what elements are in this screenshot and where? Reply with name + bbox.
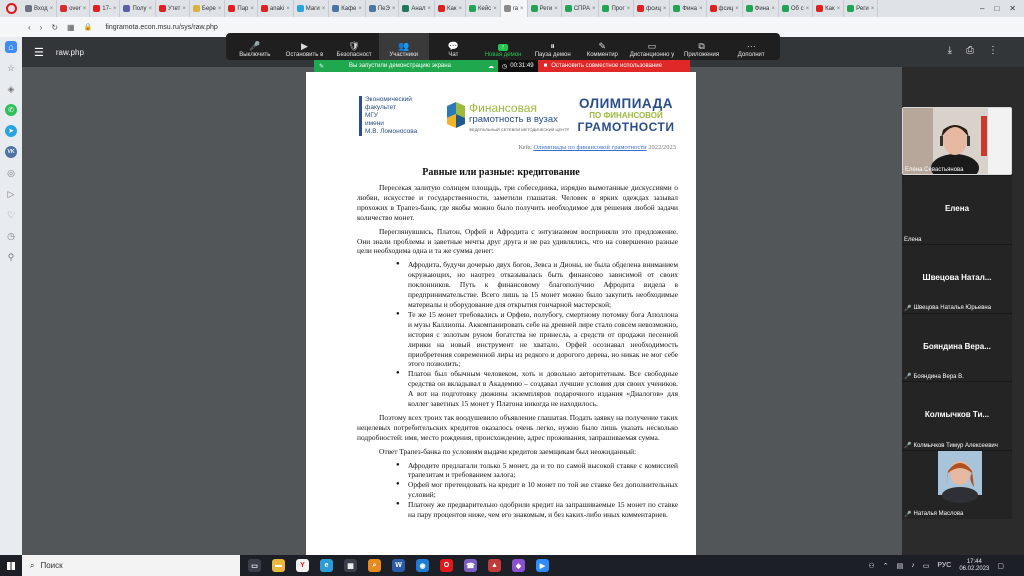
tab-label: 17-: [102, 5, 111, 12]
mute-button[interactable]: [230, 33, 280, 60]
browser-tab[interactable]: [670, 0, 706, 17]
participant-display-name: Елена: [944, 203, 970, 213]
fin-logo-mark-icon: [447, 100, 465, 130]
tab-close-icon[interactable]: ×: [870, 5, 875, 12]
mic-muted-icon: 🎤: [904, 511, 912, 518]
participant-label: [904, 305, 991, 312]
tab-favicon-icon: [504, 5, 511, 12]
start-button[interactable]: [0, 555, 22, 576]
tab-favicon-icon: [602, 5, 609, 12]
bookmarks-icon[interactable]: ☆: [6, 62, 16, 73]
tab-close-icon[interactable]: ×: [358, 5, 362, 12]
tab-close-icon[interactable]: ×: [286, 5, 290, 12]
tab-close-icon[interactable]: ×: [112, 5, 117, 12]
opera-app-icon: O: [443, 562, 450, 569]
tray-overflow-icon[interactable]: ⌃: [882, 562, 889, 570]
tab-close-icon[interactable]: ×: [591, 5, 596, 12]
stop-share-label: Остановить совместное использование: [551, 63, 662, 69]
tab-close-icon[interactable]: ×: [250, 5, 254, 12]
send-icon[interactable]: ▷: [7, 188, 15, 199]
tab-label: Прог: [611, 5, 625, 12]
toolbar-label: Приложения: [684, 52, 720, 58]
chat-icon: 💬: [447, 41, 459, 51]
econ-faculty-logo: [359, 96, 433, 136]
document-page: [306, 72, 696, 555]
fin-logo-subtitle: грамотность в вузах: [469, 114, 558, 125]
more-vert-icon[interactable]: ⋮: [988, 45, 998, 56]
tab-label: Как: [447, 5, 457, 12]
share-signal-icon: ☁: [488, 63, 494, 70]
participant-name: Наталья Маслова: [913, 511, 964, 518]
stop-video-button[interactable]: [280, 33, 330, 60]
participant-name: Бояндина Вера В.: [913, 373, 964, 380]
edge-app-icon: e: [324, 562, 329, 569]
olympiad-logo: [575, 96, 677, 138]
language-indicator[interactable]: РУС: [937, 562, 952, 569]
toolbar-label: Безопасност: [336, 52, 372, 58]
search-icon: ⌕: [30, 560, 35, 570]
apps-icon: ⧉: [698, 41, 705, 51]
extensions-icon[interactable]: ◈: [7, 83, 15, 94]
participant-name: Елена Севастьянова: [905, 166, 964, 173]
browser-tab-strip: [0, 0, 1024, 17]
tab-label: Фина: [754, 5, 770, 12]
mic-muted-icon: 🎤: [904, 443, 912, 450]
browser-tab[interactable]: [57, 0, 90, 17]
tab-favicon-icon: [228, 5, 235, 12]
fin-logo-caption: ФЕДЕРАЛЬНЫЙ СЕТЕВОЙ МЕТОДИЧЕСКИЙ ЦЕНТР: [469, 127, 570, 132]
zoom-app-icon: ▶: [539, 562, 546, 570]
logo-row: [359, 96, 677, 138]
tab-label: фсиц: [718, 5, 734, 12]
share-timer: [498, 60, 538, 72]
clock-date: 06.02.2023: [959, 565, 990, 572]
tab-label: Об с: [790, 5, 804, 12]
browser-tab[interactable]: [90, 0, 120, 17]
tab-favicon-icon: [261, 5, 268, 12]
network-icon[interactable]: ▤: [896, 562, 904, 570]
tab-label: ПеЭ: [377, 5, 390, 12]
case-prefix: Кейс: [518, 144, 534, 151]
tab-close-icon[interactable]: ×: [148, 5, 153, 12]
yandex-app[interactable]: [296, 559, 309, 572]
tab-label: Как: [825, 5, 835, 12]
browser-tab[interactable]: [366, 0, 399, 17]
media-app[interactable]: [488, 559, 501, 572]
tab-close-icon[interactable]: ×: [217, 5, 222, 12]
new-share-icon: [498, 40, 508, 52]
viber-app[interactable]: [464, 559, 477, 572]
tab-favicon-icon: [816, 5, 823, 12]
player-icon[interactable]: ◎: [7, 167, 15, 178]
participant-video: [902, 451, 1012, 519]
paragraph-1: Пересекая залитую солнцем площадь, три собеседника, изрядно вымотанные дискуссиями о любви, искусстве и государственности, заметили глашатая. Человек в ярких одеждах зазывал прохожих в Трапез-банк, где якобы можно было получить необходимое для решения любой задачи количество монет.: [357, 183, 678, 222]
media-app-icon: ▲: [491, 562, 498, 569]
stop-share-button[interactable]: [538, 60, 690, 72]
tab-favicon-icon: [469, 5, 476, 12]
tab-label: Бере: [201, 5, 216, 12]
edge-app[interactable]: [320, 559, 333, 572]
share-arrow-icon: ↑: [498, 44, 508, 51]
chat-button[interactable]: [429, 33, 479, 60]
taskbar-apps: [248, 559, 549, 572]
participant-tile[interactable]: [902, 245, 1012, 313]
tab-label: Вход: [34, 5, 48, 12]
browser-tabs: [22, 0, 972, 17]
pin-icon[interactable]: ✎: [319, 63, 325, 70]
more-button[interactable]: [726, 33, 776, 60]
remote-control-icon: ▭: [647, 41, 657, 51]
people-icon[interactable]: ⚇: [868, 562, 875, 570]
participants-button[interactable]: [379, 33, 429, 60]
toolbar-label: Чат: [448, 52, 459, 58]
zoom-app[interactable]: [536, 559, 549, 572]
favorites-heart-icon[interactable]: ♡: [6, 209, 16, 220]
olympiad-logo-line1: ОЛИМПИАДА: [578, 96, 674, 111]
tab-close-icon[interactable]: ×: [699, 5, 703, 12]
participant-video: [903, 108, 1012, 175]
tab-label: СПРА: [573, 5, 590, 12]
back-icon[interactable]: ‹: [28, 22, 31, 32]
pause-share-icon: ⏸: [550, 41, 555, 51]
econ-logo-line: Экономический: [365, 96, 412, 103]
screen-share-bar: [314, 60, 690, 72]
tab-label: Реги: [856, 5, 869, 12]
toolbar-label: Выключить: [239, 52, 271, 58]
stop-square-icon: ■: [543, 63, 548, 69]
tab-favicon-icon: [402, 5, 409, 12]
share-notice: [314, 60, 498, 72]
participant-tile[interactable]: [902, 107, 1012, 175]
toolbar-label: Комментир: [586, 52, 618, 58]
mic-muted-icon: 🎤: [904, 374, 912, 381]
task-view-app-icon: ▭: [251, 562, 258, 570]
tab-favicon-icon: [60, 5, 67, 12]
list-item: ● Те же 15 монет требовались и Орфею, полубогу, смертному потомку бога Аполлона и музы Каллиопы. Аккомпанировать себе на древней лире стало совсем невозможно, история с золотым руном богатства не принесла, а средств от продажи песенной лирики на новый инструмент не хватало. Орфей осознавал необходимость приобретения современной лиры из редкого и дорогого дерева, но никак не мог себе этого позволить;: [357, 310, 678, 369]
yandex-app-icon: Y: [300, 562, 305, 569]
url-field[interactable]: fingramota.econ.msu.ru/sys/raw.php: [105, 23, 218, 31]
participant-name: Колмычков Тимур Алексеевич: [913, 442, 998, 449]
participant-name: Елена: [904, 236, 922, 243]
explorer-app[interactable]: [272, 559, 285, 572]
browser-tab[interactable]: [813, 0, 844, 17]
econ-logo-line: имени: [365, 120, 384, 127]
tab-label: Утет: [168, 5, 181, 12]
tab-favicon-icon: [369, 5, 376, 12]
telegram-icon[interactable]: ➤: [5, 125, 17, 137]
clock-time: 17:44: [966, 558, 982, 565]
tab-close-icon[interactable]: ×: [735, 5, 739, 12]
tab-favicon-icon: [637, 5, 644, 12]
store-app[interactable]: [344, 559, 357, 572]
security-button[interactable]: [329, 33, 379, 60]
econ-logo-line: МГУ: [365, 112, 379, 119]
opera-app[interactable]: [440, 559, 453, 572]
tab-close-icon[interactable]: ×: [82, 5, 87, 12]
bullet-list-1: [357, 260, 678, 409]
grid-icon[interactable]: ▦: [67, 22, 75, 32]
participant-display-name: Колмычков Ти...: [924, 410, 990, 420]
battery-icon[interactable]: ▭: [922, 562, 930, 570]
paragraph-4: Ответ Трапез-банка по условиям выдачи кредитов заемщикам был неожиданный:: [379, 446, 637, 456]
list-item: ● Орфей мог претендовать на кредит в 10 монет по той же ставке без дополнительных условий;: [357, 480, 678, 500]
tab-label: фсиц: [646, 5, 661, 12]
new-share-button[interactable]: [478, 33, 528, 60]
taskbar-search[interactable]: [22, 555, 240, 576]
forward-icon[interactable]: ›: [39, 22, 43, 32]
olympiad-logo-line3: ГРАМОТНОСТИ: [577, 120, 675, 134]
clock[interactable]: [959, 559, 989, 573]
tab-close-icon[interactable]: ×: [458, 5, 462, 12]
tab-close-icon[interactable]: ×: [49, 5, 54, 12]
tab-favicon-icon: [332, 5, 339, 12]
browser-tab[interactable]: [844, 0, 878, 17]
tab-favicon-icon: [565, 5, 572, 12]
browser-tab[interactable]: [528, 0, 562, 17]
tab-favicon-icon: [159, 5, 166, 12]
word-app[interactable]: [392, 559, 405, 572]
store-app-icon: ▦: [347, 562, 354, 570]
more-icon: ···: [746, 41, 756, 51]
participant-label: [905, 167, 964, 173]
participant-display-name: Бояндина Вера...: [923, 341, 991, 351]
tab-favicon-icon: [710, 5, 717, 12]
share-timer-value: 00:31:49: [510, 63, 534, 69]
notifications-icon[interactable]: ▢: [997, 562, 1004, 570]
tab-label: over: [69, 5, 81, 12]
tab-close-icon[interactable]: ×: [427, 5, 432, 12]
document-body: [357, 183, 678, 524]
olympiad-logo-line2: ПО ФИНАНСОВОЙ: [589, 111, 663, 120]
browser-tab[interactable]: [329, 0, 366, 17]
vk-icon[interactable]: VK: [5, 146, 17, 158]
list-item: ● Афродите предлагали только 5 монет, да и то по самой высокой ставке с комиссией трапезитам и требованием залога;: [357, 461, 678, 481]
document-title: Равные или разные: кредитование: [422, 167, 580, 178]
tab-label: Полу: [132, 5, 147, 12]
bullet-list-2: [357, 461, 678, 520]
zoom-meeting-toolbar: [226, 33, 780, 60]
browser-tab[interactable]: [156, 0, 190, 17]
maximize-button[interactable]: □: [994, 4, 1000, 13]
tips-bulb-icon[interactable]: ⚲: [7, 251, 15, 262]
opera-logo-icon: [6, 3, 17, 14]
browser-tab[interactable]: [743, 0, 779, 17]
viber-app-icon: ☎: [466, 562, 475, 570]
download-icon[interactable]: ⤓: [947, 45, 952, 56]
volume-icon[interactable]: ♪: [911, 562, 915, 569]
security-icon: 🛡: [348, 41, 360, 51]
speed-dial-icon[interactable]: ⌂: [5, 41, 17, 53]
browser-tab[interactable]: [501, 0, 528, 17]
browser-tab[interactable]: [258, 0, 294, 17]
tab-close-icon[interactable]: ×: [321, 5, 326, 12]
browser-tab[interactable]: [294, 0, 329, 17]
annotate-button[interactable]: [577, 33, 627, 60]
clock-icon: ◷: [502, 63, 508, 70]
tab-label: Реги: [539, 5, 553, 12]
security-lock-icon[interactable]: 🔒: [83, 24, 93, 31]
opera-sidebar: [0, 37, 22, 555]
browser-app[interactable]: [416, 559, 429, 572]
econ-logo-line: факультет: [365, 104, 396, 111]
toolbar-label: Дистанционно у: [629, 52, 675, 58]
tab-close-icon[interactable]: ×: [493, 5, 497, 12]
explorer-app-icon: ▬: [275, 562, 282, 569]
participant-display-name: Швецова Натал...: [922, 272, 992, 282]
case-link[interactable]: Олимпиады по финансовой грамотности: [533, 144, 647, 151]
browser-tab[interactable]: [225, 0, 258, 17]
toolbar-label: Остановить в: [285, 52, 324, 58]
browser-tab[interactable]: [634, 0, 670, 17]
print-icon[interactable]: ⎙: [966, 45, 974, 56]
word-app-icon: W: [395, 562, 402, 569]
participant-label: [904, 511, 963, 518]
browser-tab[interactable]: [707, 0, 743, 17]
tab-favicon-icon: [193, 5, 200, 12]
tab-favicon-icon: [25, 5, 32, 12]
mute-icon: 🎤: [249, 41, 261, 51]
browser-app-icon: ◉: [419, 562, 426, 570]
case-year: 2022/2023: [646, 144, 676, 151]
browser-tab[interactable]: [779, 0, 813, 17]
share-notice-text: Вы запустили демонстрацию экрана: [349, 63, 451, 69]
tab-close-icon[interactable]: ×: [391, 5, 396, 12]
participant-tile[interactable]: [902, 176, 1012, 244]
browser-tab[interactable]: [399, 0, 435, 17]
paragraph-3: Поэтому всех троих так воодушевило объявление глашатая. Подать заявку на получение таких нецелевых потребительских кредитов оказалось очень легко, нужно было лишь указать несколько подробностей: имя, место рождения, происхождение, адрес проживания, запрашиваемая сумма.: [357, 412, 678, 442]
tab-favicon-icon: [123, 5, 130, 12]
pause-share-button[interactable]: [528, 33, 578, 60]
pdf-filename: raw.php: [55, 47, 84, 57]
browser-tab[interactable]: [120, 0, 156, 17]
participant-gallery: [902, 107, 1012, 519]
apps-button[interactable]: [677, 33, 727, 60]
fin-literacy-logo: [447, 100, 575, 136]
tab-close-icon[interactable]: ×: [805, 5, 810, 12]
system-tray: [868, 555, 1024, 576]
browser-tab[interactable]: [435, 0, 466, 17]
whatsapp-icon[interactable]: ✆: [5, 104, 17, 116]
opera-menu-button[interactable]: [0, 0, 22, 17]
search-app-icon: ⌕: [372, 561, 377, 569]
participant-tile[interactable]: [902, 451, 1012, 519]
stop-video-icon: ▶: [301, 41, 308, 51]
tab-label: Фина: [682, 5, 697, 12]
participant-label: [904, 442, 998, 449]
tab-favicon-icon: [782, 5, 789, 12]
tab-favicon-icon: [746, 5, 753, 12]
participant-name: Швецова Наталья Юрьевна: [913, 305, 992, 311]
tab-close-icon[interactable]: ×: [626, 5, 631, 12]
tab-label: Кейс: [478, 5, 492, 12]
menu-icon[interactable]: ☰: [34, 46, 44, 59]
tab-label: Кафе: [341, 5, 357, 12]
econ-logo-line: М.В. Ломоносова: [365, 128, 418, 135]
window-controls: [972, 4, 1024, 13]
search-placeholder: Поиск: [40, 561, 63, 570]
tab-favicon-icon: [531, 5, 538, 12]
tab-label: ra: [512, 5, 519, 12]
windows-taskbar: [0, 555, 1024, 576]
minimize-button[interactable]: –: [980, 4, 985, 13]
windows-logo-icon: [7, 562, 15, 570]
tab-close-icon[interactable]: ×: [662, 5, 667, 12]
browser-tab[interactable]: [190, 0, 225, 17]
tab-close-icon[interactable]: ×: [520, 5, 524, 12]
tab-favicon-icon: [438, 5, 445, 12]
case-line: [519, 144, 677, 151]
tab-label: Маги: [305, 5, 320, 12]
browser-tab[interactable]: [22, 0, 57, 17]
participant-label: [904, 237, 922, 243]
task-view-app[interactable]: [248, 559, 261, 572]
toolbar-label: Пауза демон: [534, 52, 571, 58]
participants-icon: 👥: [398, 41, 410, 51]
remote-control-button[interactable]: [627, 33, 677, 60]
tab-label: Анал: [411, 5, 426, 12]
tab-close-icon[interactable]: ×: [554, 5, 558, 12]
toolbar-label: Дополнит: [737, 52, 765, 58]
paragraph-2: Переглянувшись, Платон, Орфей и Афродита с энтузиазмом восприняли это предложение. Они знали проблемы и заветные мечты друг друга и не раз удивлялись, что на совершенно разные цели необходима одна и та же сумма денег:: [357, 226, 678, 256]
tab-label: Пар: [237, 5, 249, 12]
participant-label: [904, 373, 964, 380]
browser-tab[interactable]: [562, 0, 600, 17]
tab-close-icon[interactable]: ×: [836, 5, 841, 12]
close-window-button[interactable]: ✕: [1009, 4, 1016, 13]
fin-logo-title: Финансовая: [469, 101, 537, 115]
photos-app[interactable]: [512, 559, 525, 572]
tab-favicon-icon: [297, 5, 304, 12]
participant-tile[interactable]: [902, 382, 1012, 450]
tab-favicon-icon: [93, 5, 100, 12]
search-app[interactable]: [368, 559, 381, 572]
tab-label: anaki: [269, 5, 285, 12]
browser-tab[interactable]: [466, 0, 501, 17]
tab-favicon-icon: [847, 5, 854, 12]
list-item: ● Платон был обычным человеком, хоть и довольно авторитетным. Все свободные средства он вкладывал в Академию – создавал лучшие условия для своих учеников. А вот на подготовку дюжины экземпляров подарочного издания «Диалогов» для коллег заветных 15 монет у Платона никогда не находилось.: [357, 369, 678, 409]
tab-close-icon[interactable]: ×: [771, 5, 775, 12]
browser-tab[interactable]: [599, 0, 634, 17]
history-icon[interactable]: ◷: [7, 230, 15, 241]
list-item: ● Афродита, будучи дочерью двух богов, Зевса и Дионы, не была обделена вниманием окружающих, но наотрез отказывалась быть финансово зависимой от своих поклонников. Путь к финансовому благополучию Афродита видела в предпринимательстве. Всего лишь за 15 монет можно было закупить необходимые материалы и оборудование для открытия гончарной мастерской;: [357, 260, 678, 310]
annotate-icon: ✎: [598, 41, 607, 51]
toolbar-label: Новая демон: [484, 52, 522, 58]
mic-muted-icon: 🎤: [904, 305, 912, 312]
tab-favicon-icon: [673, 5, 680, 12]
reload-icon[interactable]: ↻: [51, 22, 59, 32]
list-item: ● Платону же предварительно одобрили кредит на запрашиваемые 15 монет по ставке на пару процентов ниже, чем его знакомым, и без каких-либо иных комментариев.: [357, 500, 678, 520]
participant-tile[interactable]: [902, 314, 1012, 382]
tab-close-icon[interactable]: ×: [182, 5, 186, 12]
toolbar-label: Участники: [389, 52, 419, 58]
photos-app-icon: ◆: [515, 562, 522, 570]
